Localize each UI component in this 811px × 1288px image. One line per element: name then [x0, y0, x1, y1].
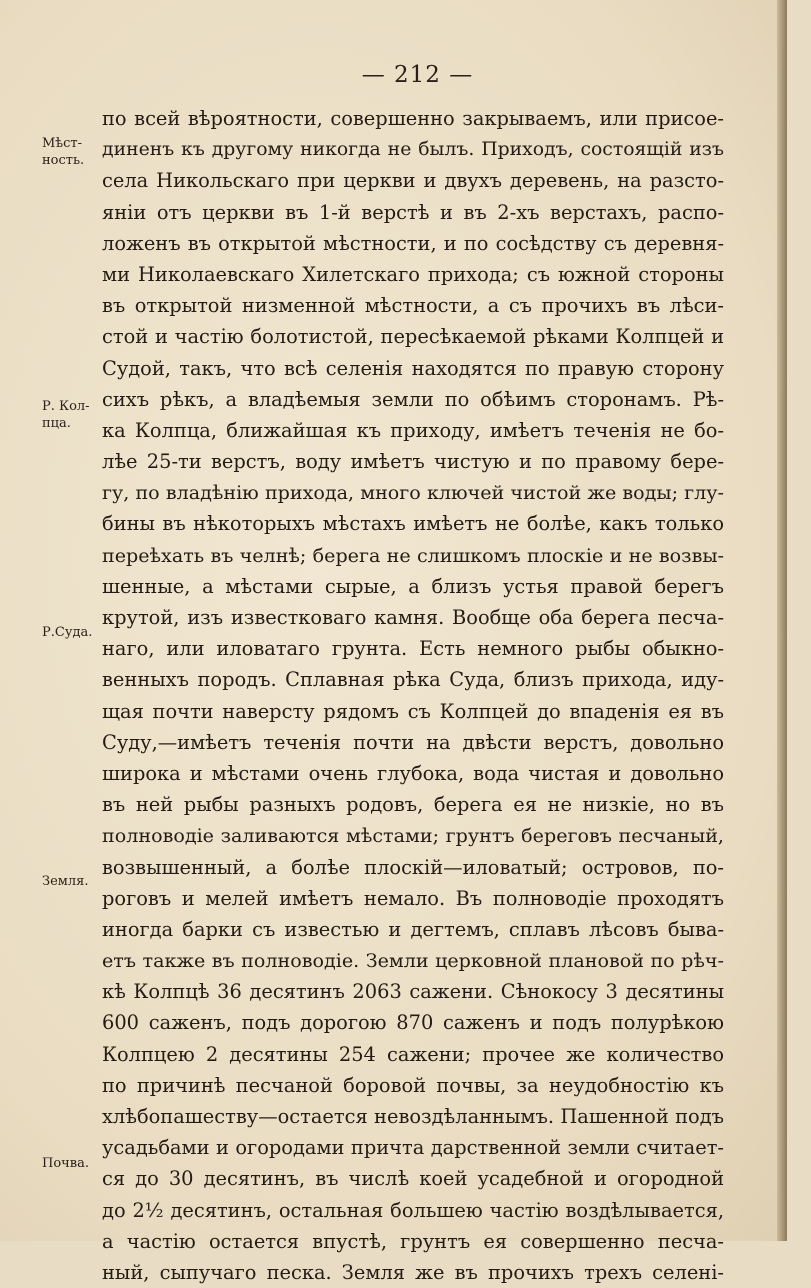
- text-line: бины въ нѣкоторыхъ мѣстахъ имѣетъ не болѣе, какъ только: [102, 512, 724, 536]
- text-line: ный, сыпучаго песка. Земля же въ прочихъ трехъ селені-: [102, 1260, 724, 1284]
- text-line: переѣхать въ челнѣ; берега не слишкомъ плоскіе и не возвы-: [102, 543, 724, 567]
- page-edge: [777, 0, 787, 1241]
- margin-note-river-kolpitsa: Р. Кол- пца.: [42, 399, 90, 431]
- text-line: шенные, а мѣстами сырые, а близъ устья правой берегъ: [102, 574, 724, 598]
- text-line: щая почти наверсту рядомъ съ Колпцей до впаденія ея въ: [102, 699, 724, 723]
- margin-note-river-suda: Р.Суда.: [42, 625, 93, 640]
- text-line: Суду,—имѣетъ теченія почти на двѣсти верстъ, довольно: [102, 730, 724, 754]
- text-line: хлѣбопашеству—остается невоздѣланнымъ. Пашенной подъ: [102, 1105, 724, 1128]
- margin-note-locality: Мѣст- ность.: [42, 136, 85, 168]
- text-line: села Никольскаго при церкви и двухъ деревень, на разсто-: [102, 169, 724, 193]
- text-line: роговъ и мелей имѣетъ немало. Въ полноводіе проходятъ: [102, 886, 724, 910]
- text-line: ложенъ въ открытой мѣстности, и по сосѣдству съ деревня-: [102, 231, 724, 255]
- margin-notes: [0, 0, 100, 1241]
- page-number: — 212 —: [361, 62, 474, 88]
- text-line: кѣ Колпцѣ 36 десятинъ 2063 сажени. Сѣнокосу 3 десятины: [102, 980, 724, 1004]
- text-line: иногда барки съ известью и дегтемъ, сплавъ лѣсовъ быва-: [102, 917, 724, 941]
- text-line: лѣе 25-ти верстъ, воду имѣетъ чистую и по правому бере-: [102, 450, 724, 474]
- body-text: [102, 103, 724, 1288]
- text-line: полноводіе заливаются мѣстами; грунтъ береговъ песчаный,: [102, 824, 724, 848]
- text-line: стой и частію болотистой, пересѣкаемой рѣками Колпцей и: [102, 325, 724, 349]
- text-line: ка Колпца, ближайшая къ приходу, имѣетъ теченія не бо-: [102, 418, 724, 442]
- text-line: Судой, такъ, что всѣ селенія находятся по правую сторону: [102, 356, 724, 380]
- text-line: яніи отъ церкви въ 1-й верстѣ и въ 2-хъ верстахъ, распо-: [102, 200, 724, 224]
- text-line: ми Николаевскаго Хилетскаго прихода; съ южной стороны: [102, 262, 724, 286]
- text-line: 600 саженъ, подъ дорогою 870 саженъ и подъ полурѣкою: [102, 1011, 724, 1035]
- text-line: усадьбами и огородами причта дарственной земли считает-: [102, 1136, 724, 1160]
- text-line: сихъ рѣкъ, а владѣемыя земли по обѣимъ сторонамъ. Рѣ-: [102, 387, 724, 411]
- text-line: ся до 30 десятинъ, въ числѣ коей усадебной и огородной: [102, 1167, 724, 1191]
- text-line: въ ней рыбы разныхъ родовъ, берега ея не низкіе, но въ: [102, 793, 724, 817]
- margin-note-lands: Земля.: [42, 874, 89, 889]
- text-line: до 2½ десятинъ, остальная большею частію воздѣлывается,: [102, 1198, 724, 1222]
- text-line: а частію остается впустѣ, грунтъ ея совершенно песча-: [102, 1229, 724, 1253]
- margin-note-soil: Почва.: [42, 1156, 89, 1171]
- text-line: Колпцею 2 десятины 254 сажени; прочее же количество: [102, 1042, 724, 1066]
- text-line: диненъ къ другому никогда не былъ. Приходъ, состоящій изъ: [102, 139, 724, 161]
- text-line: по причинѣ песчаной боровой почвы, за неудобностію къ: [102, 1073, 724, 1097]
- text-line: возвышенный, а болѣе плоскій—иловатый; островов, по-: [102, 855, 724, 879]
- text-line: наго, или иловатаго грунта. Есть немного рыбы обыкно-: [102, 637, 724, 661]
- text-line: въ открытой низменной мѣстности, а съ прочихъ въ лѣси-: [102, 294, 724, 318]
- text-line: гу, по владѣнію прихода, много ключей чистой же воды; глу-: [102, 481, 724, 505]
- text-line: крутой, изъ известковаго камня. Вообще оба берега песча-: [102, 606, 724, 629]
- text-line: широка и мѣстами очень глубока, вода чистая и довольно: [102, 761, 724, 785]
- text-line: по всей вѣроятности, совершенно закрываемъ, или присое-: [102, 107, 724, 130]
- text-line: венныхъ породъ. Сплавная рѣка Суда, близъ прихода, иду-: [102, 668, 724, 692]
- text-line: етъ также въ полноводіе. Земли церковной плановой по рѣч-: [102, 949, 724, 973]
